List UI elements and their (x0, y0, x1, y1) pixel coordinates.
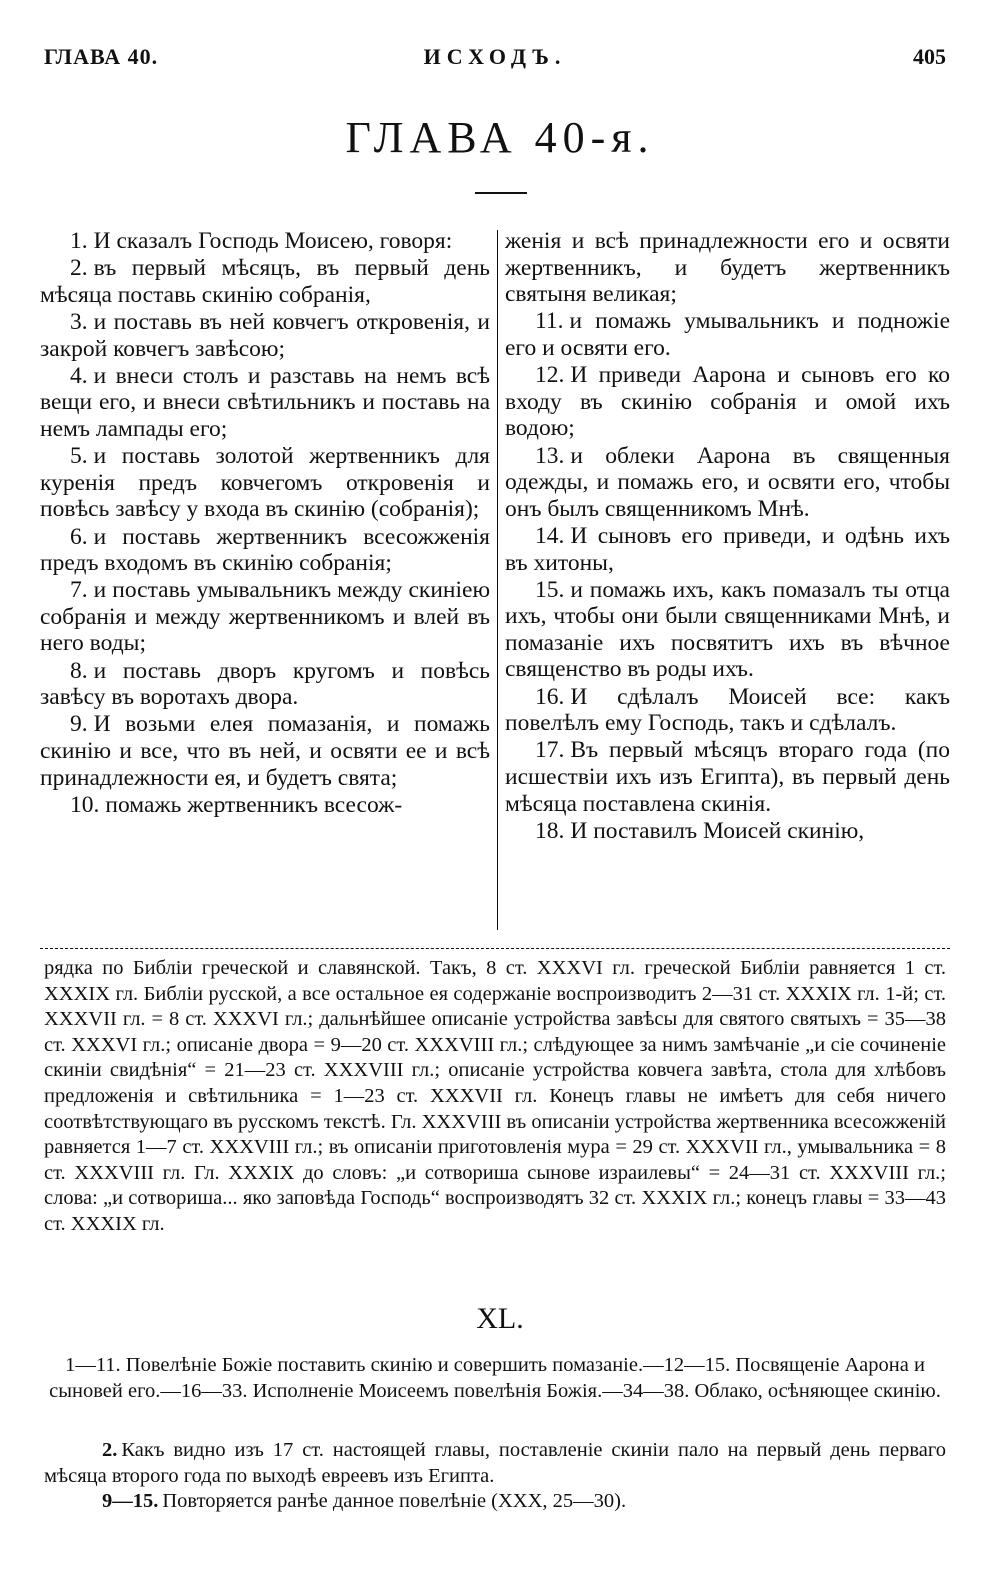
section-number: XL. (476, 1302, 524, 1335)
verse-text: и внеси столъ и разставь на немъ всѣ вещи его, и внеси свѣтильникъ и поставь на немъ лампады его; (40, 362, 490, 442)
verse-number: 14. (535, 522, 565, 549)
verse (505, 577, 950, 683)
verse (40, 658, 490, 711)
verse-text: и поставь въ ней ковчегъ откровенія, и закрой ковчегъ завѣсою; (40, 308, 490, 362)
commentary (44, 1438, 946, 1515)
verse-text: и помажь умывальникъ и подножіе его и освяти его. (505, 308, 950, 361)
verse-text: и поставь золотой жертвенникъ для куренія предъ ковчегомъ откровенія и повѣсь завѣсу у входа въ скинію (собранія); (40, 443, 490, 523)
verse-number: 3. (70, 308, 88, 335)
comment-entry (44, 1489, 946, 1515)
verse (505, 362, 950, 442)
comment-text: Повторяется ранѣе данное повелѣніе (XXX, 25—30). (162, 1490, 627, 1512)
column-divider (497, 230, 498, 930)
verse-number: 8. (70, 657, 88, 684)
verse (505, 523, 950, 576)
verse (40, 792, 490, 819)
page-number: 405 (913, 44, 946, 69)
verse-number: 15. (535, 576, 565, 603)
left-column (40, 228, 490, 819)
verse-text: и облеки Аарона въ священныя одежды, и помажь его, и освяти его, чтобы онъ былъ священникомъ Мнѣ. (505, 442, 950, 522)
verse-text: помажь жертвенникъ всесож- (105, 791, 403, 818)
comment-entry (44, 1438, 946, 1489)
verse (40, 443, 490, 523)
verse-text: И сыновъ его приведи, и одѣнь ихъ въ хитоны, (505, 522, 950, 576)
verse (40, 255, 490, 308)
footnote-rule (40, 948, 950, 949)
verse-number: 12. (535, 362, 565, 389)
commentary-footnote: рядка по Библіи греческой и славянской. Такъ, 8 ст. XXXVI гл. греческой Библіи равняется 1 ст. XXXIX гл. Библіи русской, а все остальное ея содержаніе воспроизводитъ 2—31 ст. XXXIX гл. 1-й; ст. XXXVII гл. = 8 ст. XXXVI гл.; дальнѣйшее описаніе устройства завѣсы для святого святыхъ = 35—38 ст. XXXVI гл.; описаніе двора = 9—20 ст. XXXVIII гл.; слѣдующее за нимъ замѣчаніе „и сіе сочиненіе скиніи свидѣнія“ = 21—23 ст. XXXVIII гл.; описаніе устройства ковчега завѣта, стола для хлѣбовъ предложенія и свѣтильника = 1—23 ст. XXXVII гл. Конецъ главы не имѣетъ для себя ничего соотвѣтствующаго въ русскомъ текстѣ. Гл. XXXVIII въ описаніи устройства жертвенника всесожженій равняется 1—7 ст. XXXVIII гл.; въ описаніи приготовленія мура = 29 ст. XXXVII гл., умывальника = 8 ст. XXXVIII гл. Гл. XXXIX до словъ: „и сотвориша сынове израилевы“ = 24—31 ст. XXXVIII гл.; слова: „и сотвориша... яко заповѣда Господь“ воспроизводятъ 32 ст. XXXIX гл.; конецъ главы = 33—43 ст. XXXIX гл. (44, 957, 947, 1235)
chapter-summary: 1—11. Повелѣніе Божіе поставить скинію и совершить помазаніе.—12—15. Посвященіе Аарона и сыновей его.—16—33. Исполненіе Моисеемъ повелѣнія Божія.—34—38. Облако, осѣняющее скинію. (49, 1354, 941, 1402)
running-head-chapter: ГЛАВА 40. (44, 44, 159, 69)
verse-number: 18. (535, 817, 565, 844)
verse-text: женія и всѣ принадлежности его и освяти жертвенникъ, и будетъ жертвенникъ святыня великая; (505, 228, 950, 308)
comment-ref: 9—15. (102, 1490, 159, 1512)
verse-text: и поставь умывальникъ между скиніею собранія и между жертвенникомъ и влей въ него воды; (40, 577, 490, 657)
right-column (505, 228, 950, 845)
verse (40, 711, 490, 791)
verse-text: И сдѣлалъ Моисей все: какъ повелѣлъ ему Господь, такъ и сдѣлалъ. (505, 683, 950, 737)
verse (40, 577, 490, 657)
verse-text: и помажь ихъ, какъ помазалъ ты отца ихъ, чтобы они были священниками Мнѣ, и помазаніе ихъ посвятитъ ихъ въ вѣчное священство въ роды ихъ. (505, 576, 950, 683)
verse-number: 16. (535, 683, 565, 710)
verse-number: 2. (70, 255, 88, 282)
chapter-title: ГЛАВА 40-я. (345, 113, 655, 162)
verse-number: 11. (535, 308, 564, 335)
verse-text: Въ первый мѣсяцъ втораго года (по исшествіи ихъ изъ Египта), въ первый день мѣсяца поставлена скинія. (505, 737, 950, 817)
comment-ref: 2. (102, 1439, 118, 1461)
verse-text: И сказалъ Господь Моисею, говоря: (93, 228, 453, 254)
verse-number: 17. (535, 737, 565, 764)
verse-columns (40, 228, 950, 948)
verse (40, 309, 490, 362)
verse-text: И поставилъ Моисей скинію, (570, 817, 865, 844)
verse-text: И возьми елея помазанія, и помажь скинію и все, что въ ней, и освяти ее и всѣ принадлежности ея, и будетъ свята; (40, 711, 490, 791)
verse-number: 10. (70, 791, 100, 818)
running-head-book-title: ИСХОДЪ. (423, 44, 567, 69)
verse-text: въ первый мѣсяцъ, въ первый день мѣсяца поставь скинію собранія, (40, 255, 490, 308)
verse (40, 524, 490, 577)
verse-text: и поставь жертвенникъ всесожженія предъ входомъ въ скинію собранія; (40, 523, 490, 577)
verse-number: 6. (70, 523, 88, 550)
verse-number: 7. (70, 577, 88, 604)
verse (40, 228, 490, 255)
verse-text: И приведи Аарона и сыновъ его ко входу въ скинію собранія и омой ихъ водою; (505, 362, 950, 442)
title-rule (475, 192, 527, 194)
running-head (44, 44, 946, 74)
verse (40, 363, 490, 443)
verse-number: 9. (70, 711, 88, 738)
verse-number: 4. (70, 362, 88, 389)
verse (505, 684, 950, 737)
comment-text: Какъ видно изъ 17 ст. настоящей главы, поставленіе скиніи пало на первый день перваго мѣсяца второго года по выходѣ евреевъ изъ Египта. (44, 1439, 946, 1487)
verse (505, 818, 950, 845)
verse-number: 13. (535, 442, 565, 469)
verse (505, 443, 950, 523)
verse (505, 308, 950, 361)
verse-number: 5. (70, 443, 88, 470)
verse-text: и поставь дворъ кругомъ и повѣсь завѣсу въ воротахъ двора. (40, 657, 490, 711)
verse (505, 737, 950, 817)
verse-continuation (505, 228, 950, 308)
verse-number: 1. (70, 228, 88, 254)
